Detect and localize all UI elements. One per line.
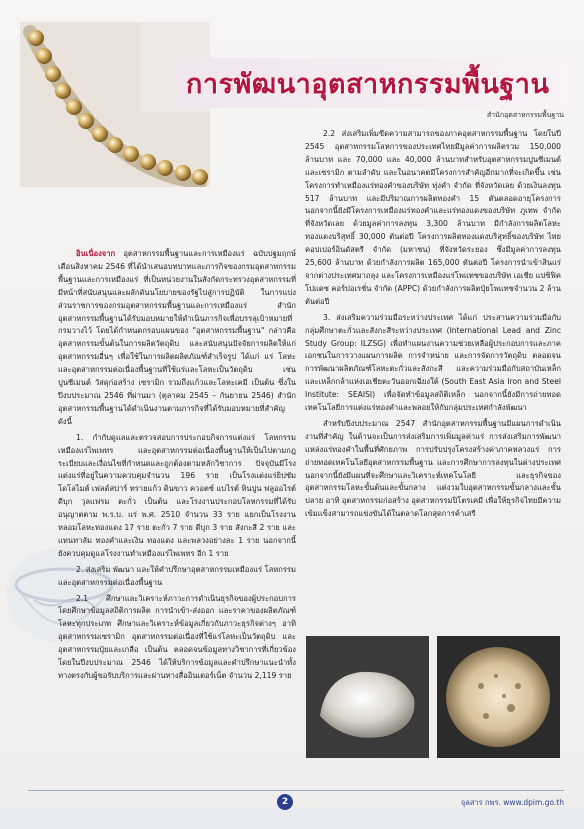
paragraph: 2. ส่งเสริม พัฒนา และให้คำปรึกษาอุตสาหกรรมเหมืองแร่ โลหกรรม และอุตสาหกรรมต่อเนื่องพื้นฐาน — [58, 564, 296, 587]
journal-url: จุลสาร กพร. www.dpim.go.th — [460, 798, 564, 807]
left-column — [58, 248, 296, 686]
intro-text: อุตสาหกรรมพื้นฐานและการเหมืองแร่ ฉบับปฐมฤกษ์ เดือนสิงหาคม 2546 ที่ได้นำเสนอบทบาทและภารกิจของกรมอุตสาหกรรมพื้นฐานและการเหมืองแร่ ที่เป็นหน่วยงานในสังกัดกระทรวงอุตสาหกรรมที่มีหน้าที่สนับสนุนและผลักดันนโยบายของรัฐไปสู่การปฏิบัติ ในการแบ่งส่วนราชการของกรมอุตสาหกรรมพื้นฐานและการเหมืองแร่ สำนักอุตสาหกรรมพื้นฐานได้รับมอบหมายให้ดำเนินภารกิจเพื่อบรรลุเป้าหมายที่กรมวางไว้ โดยได้กำหนดกรอบแผนของ "อุตสาหกรรมพื้นฐาน" กล่าวคือ อุตสาหกรรมขั้นต้นในการผลิตวัตถุดิบ และสนับสนุนปัจจัยการผลิตให้แก่อุตสาหกรรมอื่นๆ เพื่อใช้ในการผลิตผลิตภัณฑ์สำเร็จรูป ได้แก่ แร่ โลหะ และอุตสาหกรรมต่อเนื่องพื้นฐานที่ใช้แร่และโลหะเป็นวัตถุดิบ เช่น ปูนซีเมนต์ วัสดุก่อสร้าง เซรามิก รวมถึงแก้วและโลหะเคมี เป็นต้น ซึ่งในปีงบประมาณ 2546 ที่ผ่านมา (ตุลาคม 2545 – กันยายน 2546) สำนักอุตสาหกรรมพื้นฐานได้ดำเนินงานตามภารกิจที่ได้รับมอบหมายที่สำคัญดังนี้ — [58, 249, 296, 426]
paragraph: สำหรับปีงบประมาณ 2547 สำนักอุตสาหกรรมพื้นฐานมีแผนการดำเนินงานที่สำคัญ ในด้านจะเป็นการส่งเสริมการเพิ่มมูลค่าแร่ การส่งเสริมการพัฒนาแหล่งแร่ทองคำในพื้นที่ศักยภาพ การปรับปรุงโครงสร้างค่าภาคหลวงแร่ การถ่ายทอดเทคโนโลยีอุตสาหกรรมพื้นฐาน และการศึกษาการลงทุนในต่างประเทศ นอกจากนี้ยังมีแผนที่จะศึกษาและวิเคราะห์เทคโนโลยี และธุรกิจของอุตสาหกรรมโลหะขั้นต้นและขั้นกลาง แต่งวมใบอุตสาหกรรมขั้นกลางและขั้นปลาย อาทิ อุตสาหกรรมก่อสร้าง อุตสาหกรรมปิโตรเคมี เพื่อให้ธุรกิจไทยมีความเข้มแข็งสามารถแข่งขันได้ในตลาดโลกสุดการค้าเสรี — [305, 418, 561, 519]
department-label: สำนักอุตสาหกรรมพื้นฐาน — [486, 111, 564, 119]
page-number: 2 — [277, 794, 293, 810]
page-title: การพัฒนาอุตสาหกรรมพื้นฐาน — [186, 69, 550, 100]
paragraph: 1. กำกับดูแลและตรวจสอบการประกอบกิจการแต่งแร่ โลหกรรม เหมืองแร่ไพเพทร และอุตสาหกรรมต่อเนื่องพื้นฐานให้เป็นไปตามกฎระเบียบและเงื่อนไขที่กำหนดและถูกต้องตามหลักวิชาการ ปัจจุบันมีโรงแต่งแร่ที่อยู่ในความควบคุมจำนวน 196 ราย เป็นโรงแต่งแร่ยิปซัม โดโลไมต์ เฟลด์สปาร์ ทรายแก้ว ดินขาว ควอตซ์ แบไรต์ หินปูน ฟลูออไรต์ ดีบุก วุลแฟรม ตะกั่ว เป็นต้น และโรงงานประกอบโลหกรรมที่ได้รับอนุญาตตาม พ.ร.บ. แร่ พ.ศ. 2510 จำนวน 33 ราย แยกเป็นโรงงานหลอมโลหะทองแดง 17 ราย ตะกั่ว 7 ราย ดีบุก 3 ราย สังกะสี 2 ราย และแทนทาลัม ทองคำและเงิน ทองแดง และพลวงอย่างละ 1 ราย นอกจากนี้ยังควบคุมดูแลโรงงานทำเหมืองแร่ไพเพทร อีก 1 ราย — [58, 432, 296, 558]
paragraph: 3. ส่งเสริมความร่วมมือระหว่างประเทศ ได้แก่ ประสานความร่วมมือกับกลุ่มศึกษาตะกั่วและสังกะสีระหว่างประเทศ (International Lead and Zinc Study Group: ILZSG) เพื่อทำแผนงานความช่วยเหลือผู้ประกอบการและภาคเอกชนในการวางแผนการผลิต การจำหน่าย และการจัดการวัตถุดิบ ตลอดจนการพัฒนาผลิตภัณฑ์โลหะตะกั่วและสังกะสี และความร่วมมือกับสถาบันเหล็กและเหล็กกล้าแห่งเอเชียตะวันออกเฉียงใต้ (South East Asia Iron and Steel Institute: SEAISI) เพื่อจัดทำข้อมูลสถิติเหล็ก นอกจากนี้ยังมีการถ่ายทอดเทคโนโลยีการแต่งแร่ทองคำและพลอยให้กับกลุ่มประเทศกำลังพัฒนา — [305, 312, 561, 413]
paragraph: 2.1 ศึกษาและวิเคราะห์ภาวะการดำเนินธุรกิจของผู้ประกอบการ โดยศึกษาข้อมูลสถิติการผลิต การนำเข้า-ส่งออก และราคาของผลิตภัณฑ์โลหะทุกประเภท ศึกษาและวิเคราะห์ข้อมูลเกี่ยวกับภาวะธุรกิจต่างๆ อาทิ อุตสาหกรรมเซรามิก อุตสาหกรรมต่อเนื่องที่ใช้แร่โลหะเป็นวัตถุดิบ และอุตสาหกรรมปุ๋ยและเกลือ เป็นต้น ตลอดจนข้อมูลทางวิชาการที่เกี่ยวข้อง โดยในปีงบประมาณ 2546 ได้ให้บริการข้อมูลและคำปรึกษาแนะนำทั้งทางตรงกับผู้ขอรับบริการและผ่านทางสื่ออินเตอร์เน็ต จำนวน 2,119 ราย — [58, 593, 296, 680]
footer-divider — [28, 790, 564, 791]
lead-text: อินเนื่องจาก — [76, 249, 116, 258]
footer-band — [0, 808, 584, 829]
intro-paragraph — [58, 248, 296, 429]
mineral-samples-photo — [306, 636, 560, 758]
right-column — [305, 128, 561, 524]
paragraph: 2.2 ส่งเสริมเพิ่มขีดความสามารถของภาคอุตสาหกรรมพื้นฐาน โดยในปี 2545 อุตสาหกรรมโลหการของประเทศไทยมีมูลค่าการผลิตรวม 150,000 ล้านบาท และ 70,000 และ 40,000 ล้านบาทสำหรับอุตสาหกรรมปูนซีเมนต์และเซรามิก ตามลำดับ และในอนาคตมีโครงการสำคัญอีกมากที่จะเกิดขึ้น เช่น โครงการทำเหมืองแร่ทองคำของบริษัท ทุ่งคำ จำกัด ที่จังหวัดเลย ด้วยเงินลงทุน 517 ล้านบาท และมีปริมาณการผลิตทองคำ 15 ตันตลอดอายุโครงการ นอกจากนี้ยังมีโครงการเหมืองแร่ทองคำและแร่ทองแดงของบริษัท ภูเทพ จำกัด ที่จังหวัดเลย ด้วยมูลค่าการลงทุน 3,300 ล้านบาท มีกำลังการผลิตโลหะทองแดงบริสุทธิ์ 30,000 ตันต่อปี โครงการผลิตทองแดงบริสุทธิ์ของบริษัท ไทยคอปเปอร์อินดัสตรี จำกัด (มหาชน) ที่จังหวัดระยอง ซึ่งมีมูลค่าการลงทุน 25,600 ล้านบาท ด้วยกำลังการผลิต 165,000 ตันต่อปี โครงการนำเข้าสินแร่จากต่างประเทศมาถลุง และโครงการเหมืองแร่โพแทชของบริษัท เอเชีย แปซิฟิค โปแตช คอร์ปอเรชั่น จำกัด (APPC) ด้วยกำลังการผลิตปุ๋ยโพแทชจำนวน 2 ล้านตันต่อปี — [305, 129, 561, 306]
